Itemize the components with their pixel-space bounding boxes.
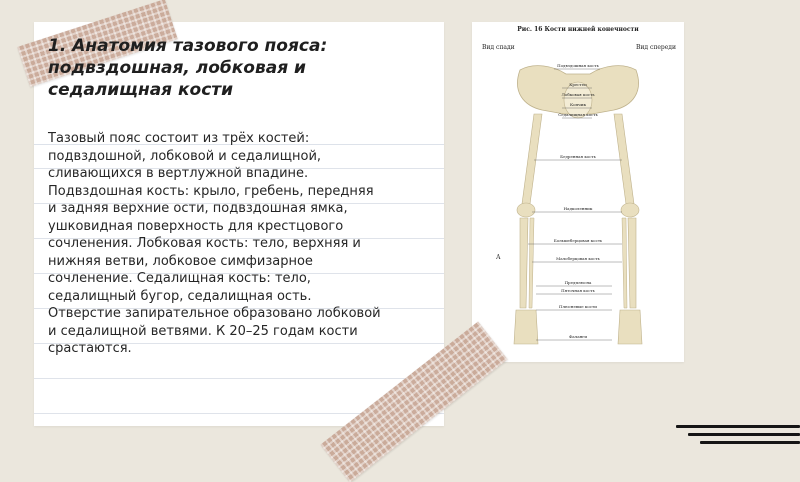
label-femur: Бедренная кость — [560, 154, 596, 159]
decor-line — [700, 441, 800, 444]
decor-line — [676, 425, 800, 428]
slide-body-text: Тазовый пояс состоит из трёх костей: подвздошной, лобковой и седалищной, сливающихся в вертлужной впадине. Подвздошная кость: крыло, гребень, передняя и задняя верхние ости, подвздошная ямка, ушковидная поверхность для крестцового сочленения. Лобковая кость: тело, верхняя и нижняя ветви, лобковое симфизарное сочленение. Седалищная кость: тело, седалищный бугор, седалищная ость. Отверстие запирательное образовано лобковой и седалищной ветвями. К 20–25 годам кости срастаются. — [48, 131, 381, 356]
skeleton-figure — [472, 22, 684, 362]
left-tibia-shape — [520, 218, 528, 308]
label-coccyx: Копчик — [570, 102, 586, 107]
figure-view-front: Вид спади — [482, 44, 515, 51]
right-fibula-shape — [622, 218, 627, 308]
right-knee-shape — [621, 203, 639, 217]
right-femur-shape — [614, 114, 634, 204]
label-sacrum: Крестец — [569, 82, 587, 87]
label-phalanges: Фаланги — [568, 334, 588, 339]
right-tibia-shape — [628, 218, 636, 308]
figure-view-back: Вид спереди — [635, 44, 676, 51]
right-foot-shape — [618, 310, 642, 344]
figure-letter: А — [496, 254, 501, 261]
label-ischium: Седалищная кость — [558, 112, 598, 117]
label-ilium: Подвздошная кость — [557, 63, 599, 68]
left-femur-shape — [522, 114, 542, 204]
label-fibula: Малоберцовая кость — [556, 256, 600, 261]
label-pubis: Лобковая кость — [561, 92, 595, 97]
label-calcaneus: Пяточная кость — [561, 288, 595, 293]
left-foot-shape — [514, 310, 538, 344]
leg-bones-illustration — [472, 22, 684, 362]
label-patella: Надколенник — [563, 206, 593, 211]
figure-caption: Рис. 16 Кости нижней конечности — [517, 26, 639, 33]
label-metatarsals: Плюсневые кости — [559, 304, 597, 309]
left-fibula-shape — [529, 218, 534, 308]
decor-line — [688, 433, 800, 436]
label-tibia: Большеберцовая кость — [553, 238, 603, 243]
slide-title: 1. Анатомия тазового пояса: подвздошная, лобковая и седалищная кости — [48, 36, 328, 100]
label-tarsus: Предплюсна — [564, 280, 592, 285]
left-knee-shape — [517, 203, 535, 217]
